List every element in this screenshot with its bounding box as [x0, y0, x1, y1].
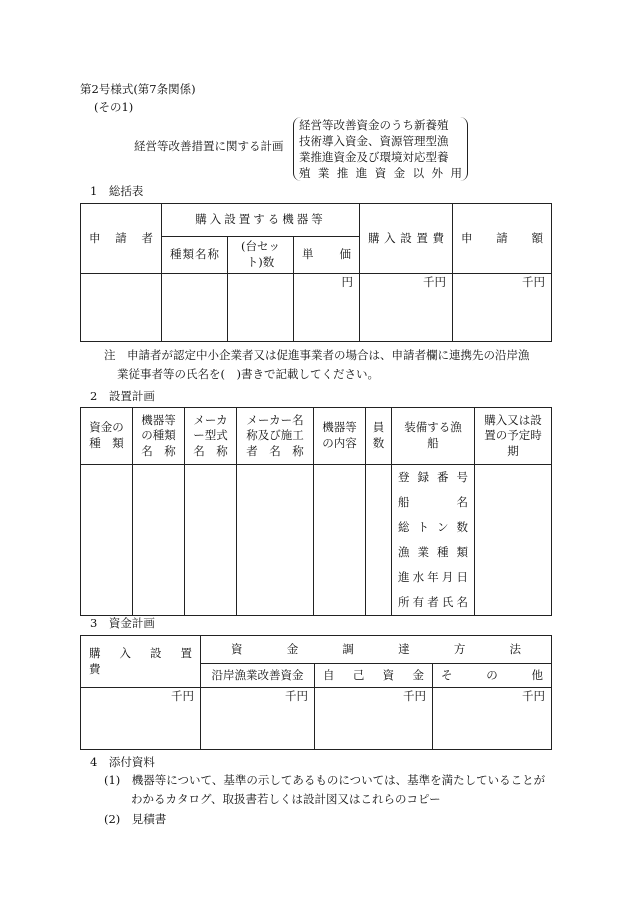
- equipment-content-cell[interactable]: [314, 465, 366, 616]
- section3-heading: 3 資金計画: [90, 616, 155, 630]
- other-fund-header: そ の 他: [433, 664, 552, 688]
- count-header: (台セット)数: [228, 237, 294, 274]
- maker-installer-cell[interactable]: [237, 465, 314, 616]
- section1-heading: 1 総括表: [90, 184, 144, 198]
- maker-installer-header: メーカー名称及び施工者 名 称: [237, 408, 314, 465]
- funding-method-header: 資 金 調 達 方 法: [201, 636, 552, 664]
- vessel-field-label: 船 名: [398, 495, 468, 509]
- equipment-name-header: 機器等の種類名 称: [133, 408, 185, 465]
- coastal-fund-cell[interactable]: 千円: [201, 688, 315, 750]
- title-bracket-line: 経営等改善資金のうち新養殖: [299, 118, 449, 132]
- vessel-header: 装備する漁 船: [392, 408, 475, 465]
- equipment-name-cell[interactable]: [133, 465, 185, 616]
- title-bracket-line: 技術導入資金、資源管理型漁: [299, 134, 449, 148]
- vessel-field-label: 登録番号: [398, 470, 468, 484]
- plan-title: 経営等改善措置に関する計画: [134, 139, 284, 153]
- installation-plan-table: [80, 407, 552, 616]
- attachment-item2: (2) 見積書: [104, 812, 167, 826]
- title-bracket-line: 業推進資金及び環境対応型養: [299, 150, 449, 164]
- staff-count-cell[interactable]: [366, 465, 392, 616]
- title-bracket-line: 殖 業 推 進 資 金 以 外 用: [299, 166, 462, 180]
- vessel-field-label: 進水年月日: [398, 570, 468, 584]
- coastal-fund-header: 沿岸漁業改善資金: [201, 664, 315, 688]
- staff-count-header: 員数: [366, 408, 392, 465]
- schedule-header: 購入又は設置の予定時期: [475, 408, 552, 465]
- summary-note-line1: 注 申請者が認定中小企業者又は促進事業者の場合は、申請者欄に連携先の沿岸漁: [104, 348, 530, 362]
- vessel-field-label: 総トン数: [398, 520, 468, 534]
- unit-price-cell[interactable]: 円: [294, 274, 360, 342]
- fund-type-header: 資金の種 類: [81, 408, 133, 465]
- applied-amount-header: 申 請 額: [453, 204, 552, 274]
- purchase-cost-header: 購入設置費: [360, 204, 453, 274]
- type-name-header: 種類名称: [162, 237, 228, 274]
- form-sub-number: (その1): [94, 100, 134, 114]
- maker-model-cell[interactable]: [185, 465, 237, 616]
- form-number: 第2号様式(第7条関係): [80, 82, 196, 96]
- other-fund-cell[interactable]: 千円: [433, 688, 552, 750]
- funding-plan-table: [80, 635, 552, 750]
- purchase-cost-cell[interactable]: 千円: [360, 274, 453, 342]
- section2-heading: 2 設置計画: [90, 389, 155, 403]
- maker-model-header: メーカー型式名 称: [185, 408, 237, 465]
- equipment-group-header: 購入設置する機器等: [162, 204, 360, 237]
- attachment-item1-line1: (1) 機器等について、基準の示してあるものについては、基準を満たしていることが: [104, 773, 546, 787]
- own-fund-header: 自 己 資 金: [315, 664, 433, 688]
- summary-table: [80, 203, 552, 342]
- title-bracket-note: [293, 117, 468, 181]
- fund-type-cell[interactable]: [81, 465, 133, 616]
- purchase-cost-cell[interactable]: 千円: [81, 688, 201, 750]
- section4-heading: 4 添付資料: [90, 755, 155, 769]
- applied-amount-cell[interactable]: 千円: [453, 274, 552, 342]
- applicant-cell[interactable]: [81, 274, 162, 342]
- own-fund-cell[interactable]: 千円: [315, 688, 433, 750]
- schedule-cell[interactable]: [475, 465, 552, 616]
- applicant-header: 申 請 者: [81, 204, 162, 274]
- count-cell[interactable]: [228, 274, 294, 342]
- vessel-info-cell[interactable]: [392, 465, 475, 616]
- unit-price-header: 単 価: [294, 237, 360, 274]
- summary-note-line2: 業従事者等の氏名を( )書きで記載してください。: [117, 367, 379, 381]
- vessel-field-label: 所有者氏名: [398, 595, 468, 609]
- attachment-item1-line2: わかるカタログ、取扱書若しくは設計図又はこれらのコピー: [131, 792, 441, 806]
- type-name-cell[interactable]: [162, 274, 228, 342]
- vessel-field-label: 漁業種類: [398, 545, 468, 559]
- purchase-cost-header: 購 入 設 置 費: [81, 636, 201, 688]
- equipment-content-header: 機器等の内容: [314, 408, 366, 465]
